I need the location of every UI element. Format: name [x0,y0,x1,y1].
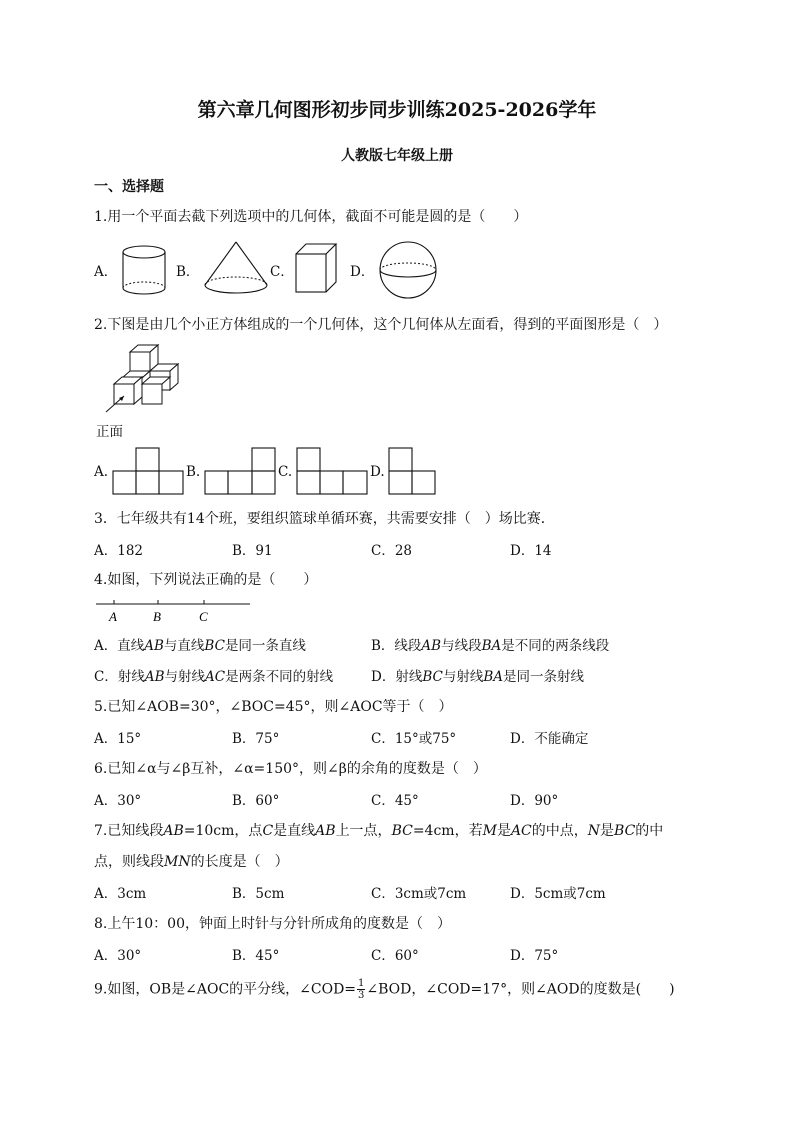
sphere-icon [378,240,440,300]
q2-front-label: 正面 [96,424,123,440]
q1-label-d: D． [350,264,375,280]
q3-option-c: C．28 [371,543,413,559]
q2-label-b: B. [186,464,201,480]
q2-option-d-shape [388,446,438,496]
q7-option-a: A．3cm [94,886,147,902]
q3-option-d: D．14 [510,543,552,559]
q4-option-d: D．射线BC与射线BA是同一条射线 [371,669,585,685]
question-5-stem: 5.已知∠AOB=30°，∠BOC=45°，则∠AOC等于（ ） [94,699,453,715]
question-7-stem-line-2: 点，则线段MN的长度是（ ） [94,854,289,870]
cube-icon [294,242,338,296]
q2-option-c-shape [296,446,370,496]
q5-option-b: B．75° [232,731,280,747]
question-9-stem: 9.如图，OB是∠AOC的平分线，∠COD= $\frac{1}{3}$ ∠BOD，∠COD=17°，则∠AOD的度数是( ) [94,978,675,1001]
q6-option-b: B．60° [232,793,280,809]
line-with-points-figure [94,596,254,626]
q5-option-a: A．15° [94,731,142,747]
q8-option-a: A．30° [94,948,142,964]
q2-label-c: C. [278,464,293,480]
point-b-label: B [153,609,161,624]
point-a-label: A [109,609,117,624]
q2-label-a: A. [94,464,109,480]
q8-option-b: B．45° [232,948,280,964]
cube-stack-figure [100,340,190,422]
q1-label-c: C． [270,264,294,280]
question-1-stem: 1.用一个平面去截下列选项中的几何体，截面不可能是圆的是（ ） [94,209,528,225]
q8-option-c: C．60° [371,948,419,964]
page-title: 第六章几何图形初步同步训练2025-2026学年 [197,99,597,121]
q6-option-a: A．30° [94,793,142,809]
q5-option-d: D．不能确定 [510,731,589,747]
q6-option-d: D．90° [510,793,559,809]
q7-option-b: B．5cm [232,886,285,902]
q1-label-a: A． [94,264,118,280]
q4-option-a: A．直线AB与直线BC是同一条直线 [94,638,306,654]
cylinder-icon [120,243,172,297]
q3-option-b: B．91 [232,543,273,559]
section-heading: 一、选择题 [94,179,164,195]
point-c-label: C [199,609,208,624]
question-4-stem: 4.如图，下列说法正确的是（ ） [94,572,318,588]
question-8-stem: 8.上午10：00，钟面上时针与分针所成角的度数是（ ） [94,916,451,932]
q1-label-b: B． [176,264,200,280]
q2-option-b-shape [204,446,278,496]
q2-option-a-shape [112,446,186,496]
q6-option-c: C．45° [371,793,419,809]
q3-option-a: A．182 [94,543,144,559]
q2-label-d: D. [370,464,385,480]
question-2-stem: 2.下图是由几个小正方体组成的一个几何体，这个几何体从左面看，得到的平面图形是（ ） [94,317,668,333]
q4-option-b: B．线段AB与线段BA是不同的两条线段 [371,638,610,654]
q7-option-d: D．5cm或7cm [510,886,606,902]
q5-option-c: C．15°或75° [371,731,457,747]
page-subtitle: 人教版七年级上册 [341,148,453,164]
question-7-stem-line-1: 7.已知线段AB=10cm，点C是直线AB上一点，BC=4cm，若M是AC的中点，N是BC的中 [94,823,664,839]
fraction-one-third: $\frac{1}{3}$ [358,978,365,1001]
q4-option-c: C．射线AB与射线AC是两条不同的射线 [94,669,334,685]
question-6-stem: 6.已知∠α与∠β互补，∠α=150°，则∠β的余角的度数是（ ） [94,761,487,777]
q8-option-d: D．75° [510,948,559,964]
question-3-stem: 3．七年级共有14个班，要组织篮球单循环赛，共需要安排（ ）场比赛． [94,511,555,527]
q7-option-c: C．3cm或7cm [371,886,467,902]
cone-icon [200,240,272,298]
